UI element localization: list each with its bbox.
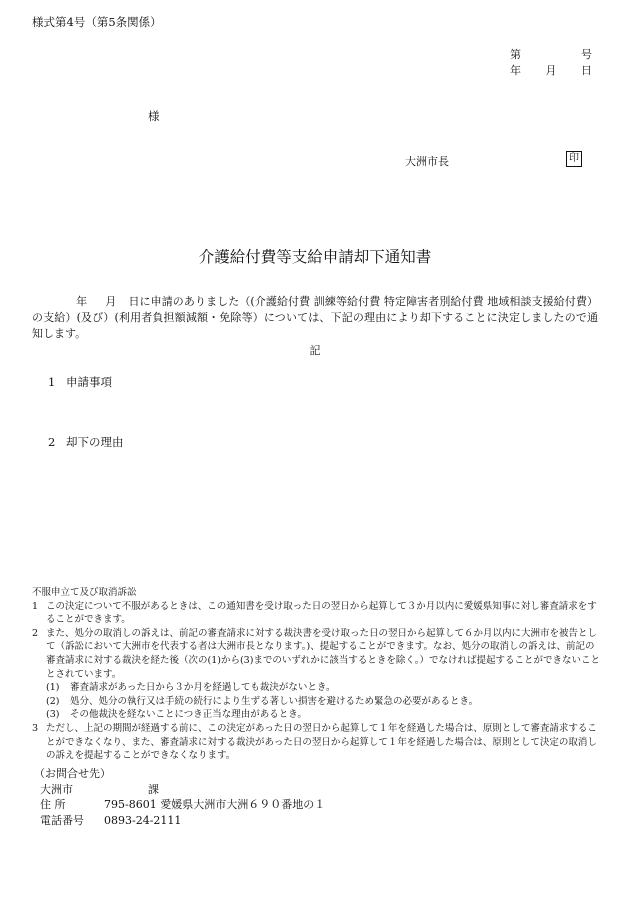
sub-number: (1) [46, 682, 60, 694]
ref-dai: 第 [510, 48, 521, 61]
contact-heading: （お問合せ先） [34, 767, 111, 780]
appeal-notice [32, 586, 600, 763]
appeal-paragraph-1 [32, 600, 600, 627]
date-day: 日 [581, 64, 592, 77]
paragraph-text: ただし、上記の期間が経過する前に、この決定があった日の翌日から起算して１年を経過した場合は、原則として審査請求することができなくなり、また、審査請求に対する裁決があった日の翌日から起算して１年を経過した場合は、原則として決定の取消しの訴えを提起することができなくなります。 [46, 722, 597, 762]
body-text: 日に申請のありました（(介護給付費 訓練等給付費 特定障害者別給付費 地域相談支援給付費）の支給）(及び）(利用者負担額減額・免除等）については、下記の理由により却下することに決定しましたので通知します。 [32, 295, 599, 340]
appeal-sub-1 [32, 681, 600, 695]
address-value: 795-8601 愛媛県大洲市大洲６９０番地の１ [104, 798, 326, 811]
paragraph-number: 1 [32, 600, 39, 612]
body-paragraph [32, 294, 598, 342]
item-reason [48, 434, 124, 450]
item-label: 却下の理由 [66, 435, 124, 449]
phone-value: 0893-24-2111 [104, 813, 182, 827]
address-label: 住 所 [40, 798, 66, 811]
document-title: 介護給付費等支給申請却下通知書 [198, 248, 432, 266]
body-year: 年 [76, 295, 88, 308]
seal-mark: 印 [566, 151, 582, 167]
contact-info [34, 766, 325, 828]
addressee-honorific: 様 [148, 109, 160, 123]
contact-dept: 課 [148, 782, 159, 796]
paragraph-number: 2 [32, 627, 39, 639]
item-application [48, 374, 112, 390]
sender-name: 大洲市長 [405, 155, 449, 168]
contact-city: 大洲市 [40, 782, 73, 796]
sub-text: 審査請求があった日から３か月を経過しても裁決がないとき。 [70, 682, 336, 694]
phone-label: 電話番号 [40, 813, 84, 827]
ki-marker: 記 [309, 344, 321, 357]
appeal-sub-3 [32, 708, 600, 722]
appeal-sub-2 [32, 695, 600, 709]
item-number: 1 [48, 375, 56, 389]
paragraph-text: また、処分の取消しの訴えは、前記の審査請求に対する裁決書を受け取った日の翌日から起算して６か月以内に大洲市を被告として（訴訟において大洲市を代表する者は大洲市長となります。)、提起することができます。なお、処分の取消しの訴えは、前記の審査請求に対する裁決を経た後（次の(1)から(3)までのいずれかに該当するときを除く。）でなければ提起することができないこととされています。 [46, 627, 600, 680]
form-number: 様式第4号（第5条関係） [32, 15, 162, 29]
item-label: 申請事項 [66, 375, 112, 389]
appeal-paragraph-2 [32, 627, 600, 681]
issue-date [510, 62, 592, 78]
appeal-heading: 不服申立て及び取消訴訟 [32, 587, 137, 598]
paragraph-number: 3 [32, 722, 39, 734]
ref-go: 号 [581, 48, 592, 61]
sub-number: (2) [46, 695, 60, 707]
paragraph-text: この決定について不服があるときは、この通知書を受け取った日の翌日から起算して３か月以内に愛媛県知事に対し審査請求をすることができます。 [46, 600, 597, 626]
sub-number: (3) [46, 709, 60, 721]
reference-number [510, 46, 592, 62]
body-month: 月 [105, 295, 117, 308]
date-month: 月 [545, 64, 557, 77]
sub-text: 処分、処分の執行又は手続の続行により生ずる著しい損害を避けるため緊急の必要があるとき。 [70, 695, 479, 707]
item-number: 2 [48, 435, 56, 449]
appeal-paragraph-3 [32, 722, 600, 763]
sub-text: その他裁決を経ないことにつき正当な理由があるとき。 [70, 709, 307, 721]
date-year: 年 [510, 64, 521, 77]
